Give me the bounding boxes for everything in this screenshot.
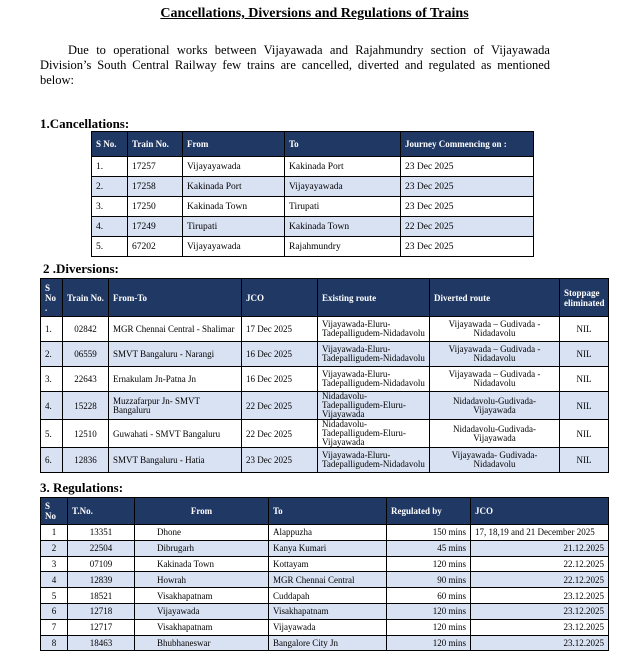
column-header: JCO	[471, 498, 609, 525]
table-cell: 6.	[41, 448, 63, 473]
table-cell: 1.	[92, 157, 128, 177]
table-cell: Vijayayawada	[183, 157, 285, 177]
column-header: To	[269, 498, 387, 525]
table-cell: 90 mins	[387, 572, 471, 588]
table-cell: Tirupati	[183, 217, 285, 237]
table-cell: SMVT Bangaluru - Narangi	[109, 342, 242, 367]
table-cell: 1.	[41, 317, 63, 342]
table-cell: 1	[41, 525, 68, 541]
table-header-row	[41, 279, 609, 317]
table-cell: 12510	[63, 420, 109, 448]
table-cell: Kakinada Port	[285, 157, 401, 177]
table-cell: 5.	[92, 237, 128, 257]
regulations-table	[40, 497, 609, 651]
table-cell: Vijayawada- Gudivada- Nidadavolu	[430, 448, 560, 473]
table-row	[41, 317, 609, 342]
table-row	[92, 237, 534, 257]
table-row	[41, 392, 609, 420]
table-cell: Visakhapatnam	[269, 603, 387, 619]
table-cell: 23 Dec 2025	[401, 157, 534, 177]
table-cell: 7	[41, 619, 68, 635]
table-row	[41, 540, 609, 556]
table-cell: Vijayawada	[135, 603, 269, 619]
table-cell: 22504	[68, 540, 135, 556]
table-row	[41, 342, 609, 367]
table-row	[41, 367, 609, 392]
table-cell: 12836	[63, 448, 109, 473]
table-cell: Ernakulam Jn-Patna Jn	[109, 367, 242, 392]
table-cell: 23.12.2025	[471, 619, 609, 635]
column-header: To	[285, 132, 401, 157]
table-cell: 16 Dec 2025	[242, 367, 318, 392]
table-cell: Vijayawada – Gudivada - Nidadavolu	[430, 317, 560, 342]
column-header: Journey Commencing on :	[401, 132, 534, 157]
column-header: From	[135, 498, 269, 525]
table-cell: 07109	[68, 556, 135, 572]
table-cell: 23 Dec 2025	[401, 237, 534, 257]
table-cell: 120 mins	[387, 603, 471, 619]
column-header: S No	[41, 498, 68, 525]
table-cell: 22 Dec 2025	[242, 392, 318, 420]
table-cell: Cuddapah	[269, 588, 387, 604]
diversions-heading: 2 .Diversions:	[43, 261, 119, 276]
table-cell: Dhone	[135, 525, 269, 541]
table-cell: NIL	[560, 342, 609, 367]
table-cell: 4	[41, 572, 68, 588]
table-cell: NIL	[560, 392, 609, 420]
table-cell: 22.12.2025	[471, 556, 609, 572]
table-cell: 3.	[41, 367, 63, 392]
cancellations-table	[91, 131, 534, 257]
column-header: S No.	[92, 132, 128, 157]
table-cell: 4.	[41, 392, 63, 420]
table-cell: SMVT Bangaluru - Hatia	[109, 448, 242, 473]
table-cell: 22.12.2025	[471, 572, 609, 588]
table-cell: 3.	[92, 197, 128, 217]
column-header: Diverted route	[430, 279, 560, 317]
table-cell: Vijayawada-Eluru-Tadepalligudem-Nidadavolu	[318, 342, 430, 367]
regulations-heading: 3. Regulations:	[40, 480, 124, 495]
table-cell: Alappuzha	[269, 525, 387, 541]
table-cell: 17257	[128, 157, 183, 177]
table-header-row	[92, 132, 534, 157]
table-cell: Tirupati	[285, 197, 401, 217]
table-cell: 17249	[128, 217, 183, 237]
table-cell: 120 mins	[387, 556, 471, 572]
table-cell: 22 Dec 2025	[242, 420, 318, 448]
table-cell: Nidadavolu-Gudivada-Vijayawada	[430, 420, 560, 448]
table-cell: 67202	[128, 237, 183, 257]
page-title: Cancellations, Diversions and Regulations of Trains	[160, 6, 469, 21]
table-cell: Vijayawada – Gudivada - Nidadavolu	[430, 367, 560, 392]
table-cell: 12839	[68, 572, 135, 588]
table-row	[41, 588, 609, 604]
table-cell: NIL	[560, 317, 609, 342]
table-cell: Guwahati - SMVT Bangaluru	[109, 420, 242, 448]
table-cell: 2.	[92, 177, 128, 197]
table-cell: 5	[41, 588, 68, 604]
table-cell: 150 mins	[387, 525, 471, 541]
column-header: From	[183, 132, 285, 157]
table-cell: Visakhapatnam	[135, 588, 269, 604]
table-cell: 12717	[68, 619, 135, 635]
table-cell: 6	[41, 603, 68, 619]
table-row	[92, 157, 534, 177]
table-cell: NIL	[560, 420, 609, 448]
table-cell: 02842	[63, 317, 109, 342]
table-cell: Visakhapatnam	[135, 619, 269, 635]
table-cell: 17 Dec 2025	[242, 317, 318, 342]
table-cell: 17, 18,19 and 21 December 2025	[471, 525, 609, 541]
table-cell: 12718	[68, 603, 135, 619]
column-header: S No .	[41, 279, 63, 317]
table-cell: 17258	[128, 177, 183, 197]
column-header: Train No.	[63, 279, 109, 317]
cancellations-heading: 1.Cancellations:	[40, 116, 130, 131]
table-cell: Muzzafarpur Jn- SMVT Bangaluru	[109, 392, 242, 420]
table-row	[41, 420, 609, 448]
column-header: From-To	[109, 279, 242, 317]
column-header: Regulated by	[387, 498, 471, 525]
table-cell: Vijayayawada	[183, 237, 285, 257]
table-cell: Vijayayawada	[285, 177, 401, 197]
table-cell: MGR Chennai Central - Shalimar	[109, 317, 242, 342]
table-row	[41, 525, 609, 541]
table-cell: 5.	[41, 420, 63, 448]
table-cell: 120 mins	[387, 619, 471, 635]
table-cell: Nidadavolu-Gudivada-Vijayawada	[430, 392, 560, 420]
table-cell: 3	[41, 556, 68, 572]
table-cell: 23 Dec 2025	[242, 448, 318, 473]
table-cell: Vijayawada – Gudivada - Nidadavolu	[430, 342, 560, 367]
table-cell: Nidadavolu-Tadepalligudem-Eluru-Vijayawada	[318, 392, 430, 420]
table-cell: 23.12.2025	[471, 588, 609, 604]
table-cell: 18463	[68, 635, 135, 651]
table-header-row	[41, 498, 609, 525]
table-cell: 22 Dec 2025	[401, 217, 534, 237]
table-cell: 23 Dec 2025	[401, 177, 534, 197]
table-cell: MGR Chennai Central	[269, 572, 387, 588]
table-cell: 2.	[41, 342, 63, 367]
table-cell: Vijayawada-Eluru-Tadepalligudem-Nidadavolu	[318, 448, 430, 473]
table-row	[92, 217, 534, 237]
table-cell: 120 mins	[387, 635, 471, 651]
table-cell: 4.	[92, 217, 128, 237]
table-cell: 23.12.2025	[471, 603, 609, 619]
table-cell: 13351	[68, 525, 135, 541]
table-row	[41, 619, 609, 635]
table-cell: Kakinada Town	[183, 197, 285, 217]
table-cell: 21.12.2025	[471, 540, 609, 556]
table-row	[41, 448, 609, 473]
intro-paragraph: Due to operational works between Vijayawada and Rajahmundry section of Vijayawada Division’s South Central Railway few trains are cancelled, diverted and regulated as mentioned below:	[40, 43, 550, 87]
table-cell: Howrah	[135, 572, 269, 588]
table-row	[41, 635, 609, 651]
table-cell: 45 mins	[387, 540, 471, 556]
table-cell: Dibrugarh	[135, 540, 269, 556]
table-cell: 06559	[63, 342, 109, 367]
table-cell: NIL	[560, 448, 609, 473]
table-cell: Vijayawada	[269, 619, 387, 635]
table-cell: 23 Dec 2025	[401, 197, 534, 217]
table-cell: Rajahmundry	[285, 237, 401, 257]
table-row	[92, 197, 534, 217]
table-cell: Kottayam	[269, 556, 387, 572]
table-row	[41, 556, 609, 572]
table-cell: Kakinada Town	[135, 556, 269, 572]
table-cell: Kakinada Port	[183, 177, 285, 197]
table-cell: Bhubhaneswar	[135, 635, 269, 651]
table-cell: Bangalore City Jn	[269, 635, 387, 651]
table-row	[41, 603, 609, 619]
column-header: JCO	[242, 279, 318, 317]
table-cell: Nidadavolu-Tadepalligudem-Eluru-Vijayawada	[318, 420, 430, 448]
table-cell: 17250	[128, 197, 183, 217]
table-cell: 23.12.2025	[471, 635, 609, 651]
table-cell: Kakinada Town	[285, 217, 401, 237]
table-cell: Vijayawada-Eluru-Tadepalligudem-Nidadavolu	[318, 317, 430, 342]
column-header: T.No.	[68, 498, 135, 525]
table-cell: 15228	[63, 392, 109, 420]
table-cell: 2	[41, 540, 68, 556]
diversions-table	[40, 278, 609, 473]
column-header: Existing route	[318, 279, 430, 317]
table-cell: Vijayawada-Eluru-Tadepalligudem-Nidadavolu	[318, 367, 430, 392]
table-cell: 16 Dec 2025	[242, 342, 318, 367]
table-cell: Kanya Kumari	[269, 540, 387, 556]
table-cell: NIL	[560, 367, 609, 392]
column-header: Train No.	[128, 132, 183, 157]
table-row	[92, 177, 534, 197]
column-header: Stoppage eliminated	[560, 279, 609, 317]
table-cell: 8	[41, 635, 68, 651]
table-row	[41, 572, 609, 588]
table-cell: 18521	[68, 588, 135, 604]
table-cell: 22643	[63, 367, 109, 392]
table-cell: 60 mins	[387, 588, 471, 604]
